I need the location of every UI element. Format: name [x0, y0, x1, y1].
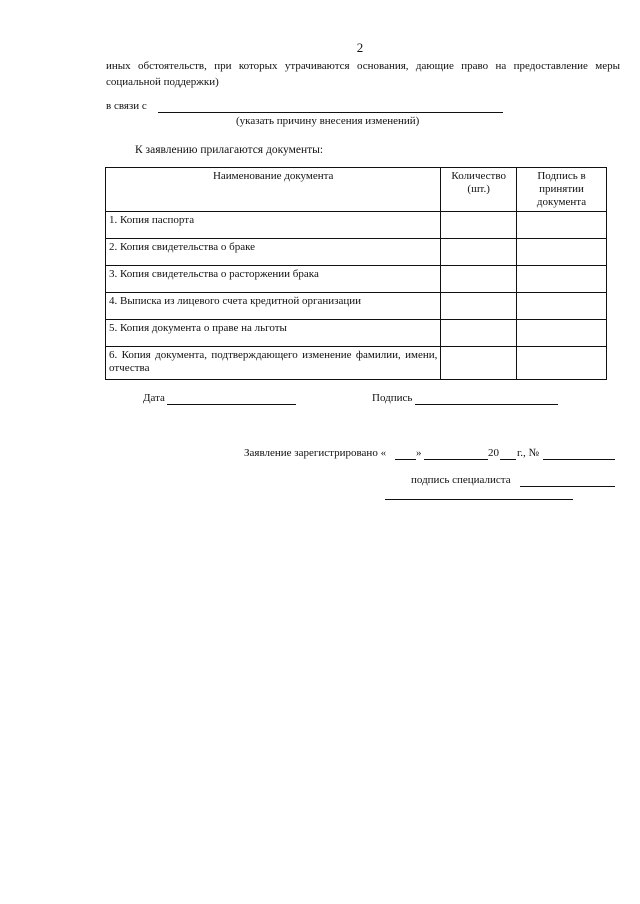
document-name-cell: 2. Копия свидетельства о браке	[106, 239, 441, 266]
signature-cell[interactable]	[517, 293, 607, 320]
quantity-cell[interactable]	[441, 320, 517, 347]
page-number: 2	[356, 40, 364, 55]
date-label: Дата	[143, 392, 165, 404]
table-row	[106, 293, 607, 320]
signature-cell[interactable]	[517, 212, 607, 239]
reason-label: в связи с	[106, 100, 147, 112]
registration-day-line[interactable]	[395, 459, 416, 460]
signature-cell[interactable]	[517, 320, 607, 347]
document-name-cell: 3. Копия свидетельства о расторжении брака	[106, 266, 441, 293]
specialist-name-line[interactable]	[385, 499, 573, 500]
signature-cell[interactable]	[517, 266, 607, 293]
specialist-signature-line[interactable]	[520, 486, 615, 487]
quantity-cell[interactable]	[441, 212, 517, 239]
signature-label: Подпись	[372, 392, 413, 404]
registration-year-suffix: г., №	[517, 447, 540, 459]
quantity-cell[interactable]	[441, 347, 517, 380]
registration-close-quote: »	[416, 447, 422, 459]
document-name-cell: 4. Выписка из лицевого счета кредитной организации	[106, 293, 441, 320]
quantity-cell[interactable]	[441, 266, 517, 293]
registration-year-prefix: 20	[488, 447, 499, 459]
header-document-name: Наименование документа	[106, 168, 441, 212]
signature-cell[interactable]	[517, 347, 607, 380]
signature-line[interactable]	[415, 404, 558, 405]
document-name-cell: 6. Копия документа, подтверждающего изменение фамилии, имени, отчества	[106, 347, 441, 380]
table-header-row	[106, 168, 607, 212]
header-quantity: Количество (шт.)	[441, 168, 517, 212]
specialist-signature-label: подпись специалиста	[411, 474, 511, 486]
table-row	[106, 347, 607, 380]
date-line[interactable]	[167, 404, 296, 405]
table-row	[106, 320, 607, 347]
registration-year-line[interactable]	[500, 459, 516, 460]
table-row	[106, 239, 607, 266]
reason-line[interactable]	[158, 112, 503, 113]
table-row	[106, 266, 607, 293]
registration-number-line[interactable]	[543, 459, 615, 460]
document-name-cell: 1. Копия паспорта	[106, 212, 441, 239]
attachments-title: К заявлению прилагаются документы:	[135, 144, 324, 156]
quantity-cell[interactable]	[441, 293, 517, 320]
reason-hint: (указать причину внесения изменений)	[236, 115, 420, 127]
registration-month-line[interactable]	[424, 459, 488, 460]
intro-paragraph: иных обстоятельств, при которых утрачиваются основания, дающие право на предоставление меры социальной поддержки)	[106, 60, 620, 88]
table-row	[106, 212, 607, 239]
signature-cell[interactable]	[517, 239, 607, 266]
document-name-cell: 5. Копия документа о праве на льготы	[106, 320, 441, 347]
header-signature: Подпись в принятии документа	[517, 168, 607, 212]
documents-table	[105, 167, 607, 380]
registration-prefix: Заявление зарегистрировано «	[244, 447, 387, 459]
quantity-cell[interactable]	[441, 239, 517, 266]
